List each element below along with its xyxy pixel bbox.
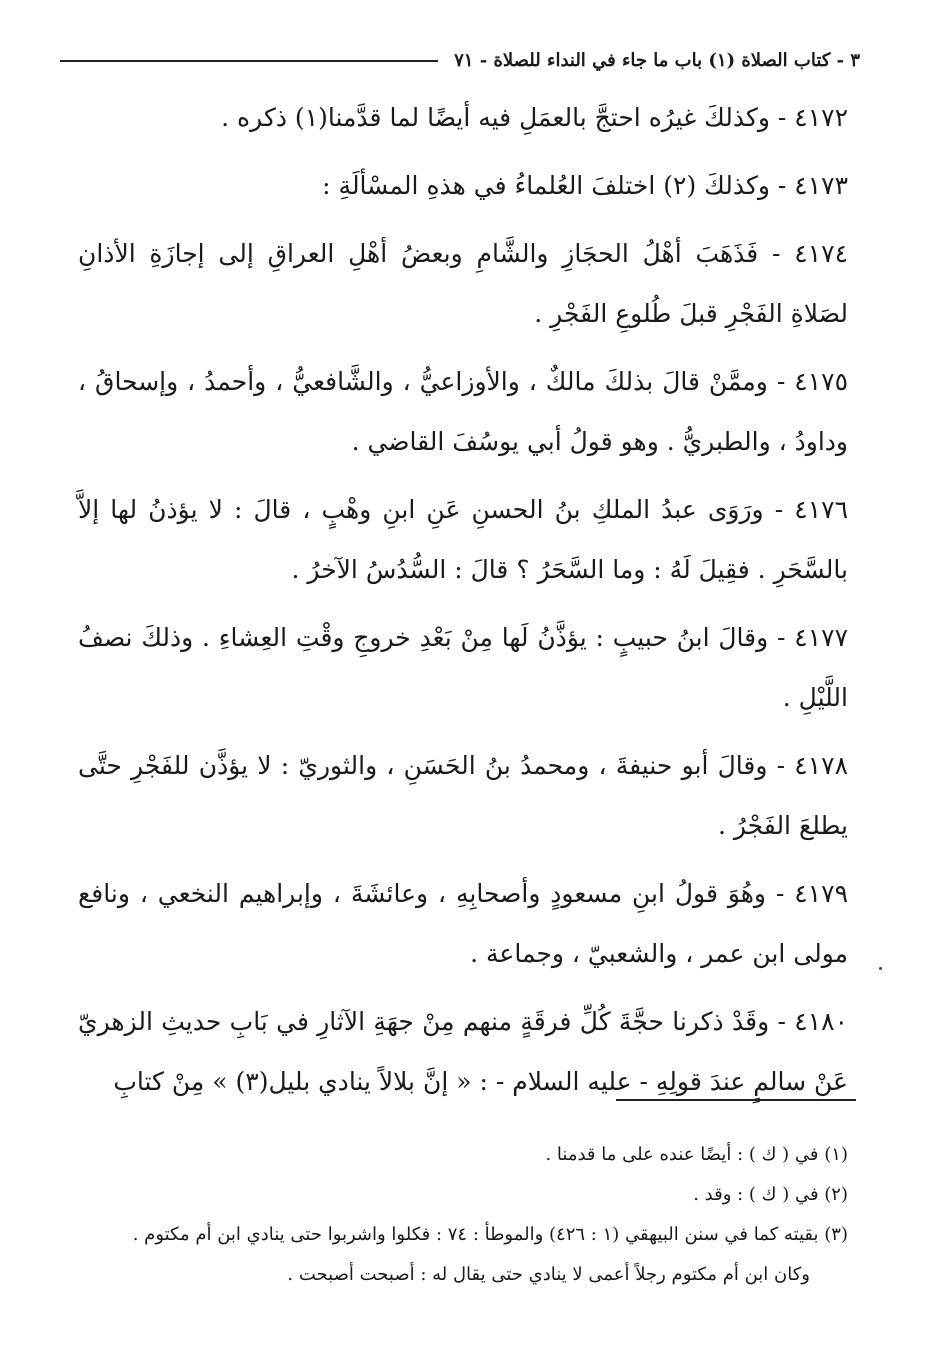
paragraph-4176: ٤١٧٦ - ورَوَى عبدُ الملكِ بنُ الحسنِ عَنِ ابنِ وهْبٍ ، قالَ : لا يؤذنُ لها إلاَّ بالسَّحَرِ . فقِيلَ لَهُ : وما السَّحَرُ ؟ قالَ : السُّدُسُ الآخرُ . xyxy=(78,495,848,584)
paragraph-4180: ٤١٨٠ - وقَدْ ذكرنا حجَّةَ كُلِّ فرقَةٍ منهم مِنْ جهَةِ الآثارِ في بَابِ حديثِ الزهريّ عَنْ سالمٍ عندَ قولِهِ - عليه السلام - : « إنَّ بلالاً ينادي بليل(٣) » مِنْ كتابِ xyxy=(78,1007,848,1096)
paragraph-4175: ٤١٧٥ - وممَّنْ قالَ بذلكَ مالكٌ ، والأوزاعيُّ ، والشَّافعيُّ ، وأحمدُ ، وإسحاقُ ، وداودُ ، والطبريُّ . وهو قولُ أبي يوسُفَ القاضي . xyxy=(78,367,848,456)
footnote-3-continuation: وكان ابن أم مكتوم رجلاً أعمى لا ينادي حتى يقال له : أصبحت أصبحت . xyxy=(287,1264,810,1285)
paragraph-4179: ٤١٧٩ - وهُوَ قولُ ابنِ مسعودٍ وأصحابِهِ ، وعائشَةَ ، وإبراهيم النخعي ، ونافع مولى ابن عمر ، والشعبيّ ، وجماعة . xyxy=(78,879,848,968)
main-text xyxy=(78,88,848,1120)
header-title: ٣ - كتاب الصلاة (١) باب ما جاء في النداء للصلاة - ٧١ xyxy=(454,49,860,71)
footnotes xyxy=(78,1135,848,1295)
running-header xyxy=(60,40,860,80)
paragraph-4174: ٤١٧٤ - فَذَهَبَ أهْلُ الحجَازِ والشَّامِ وبعضُ أهْلِ العراقِ إلى إجازَةِ الأذانِ لصَلاةِ الفَجْرِ قبلَ طُلوعِ الفَجْرِ . xyxy=(78,239,848,328)
footnote-3: (٣) بقيته كما في سنن البيهقي (١ : ٤٢٦) والموطأ : ٧٤ : فكلوا واشربوا حتى ينادي ابن أم مكتوم . xyxy=(132,1224,848,1245)
paragraph-4177: ٤١٧٧ - وقالَ ابنُ حبيبٍ : يؤذَّنُ لَها مِنْ بَعْدِ خروجِ وقْتِ العِشاءِ . وذلكَ نصفُ اللَّيْلِ . xyxy=(78,623,848,712)
paragraph-4173: ٤١٧٣ - وكذلكَ (٢) اختلفَ العُلماءُ في هذهِ المسْألَةِ : xyxy=(322,171,848,200)
header-rule xyxy=(60,60,438,62)
footnote-divider xyxy=(616,1099,856,1101)
paragraph-4178: ٤١٧٨ - وقالَ أبو حنيفةَ ، ومحمدُ بنُ الحَسَنِ ، والثوريّ : لا يؤذَّن للفَجْرِ حتَّى يطلعَ الفَجْرُ . xyxy=(78,751,848,840)
footnote-1: (١) في ( ك ) : أيضًا عنده على ما قدمنا . xyxy=(545,1144,848,1165)
scan-speck xyxy=(879,967,882,970)
footnote-2: (٢) في ( ك ) : وقد . xyxy=(693,1184,848,1205)
paragraph-4172: ٤١٧٢ - وكذلكَ غيرُه احتجَّ بالعمَلِ فيه أيضًا لما قدَّمنا(١) ذكره . xyxy=(221,103,848,132)
